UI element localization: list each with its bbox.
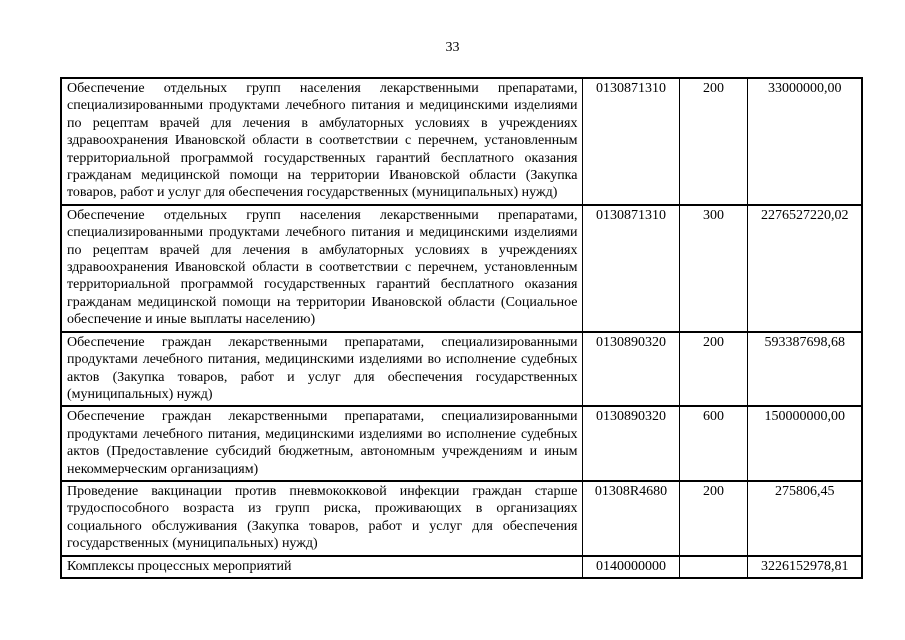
- row-budget-code: 0130871310: [582, 78, 679, 205]
- row-description: Обеспечение отдельных групп населения лекарственными препаратами, специализированными продуктами лечебного питания и медицинскими изделиями по рецептам врачей для лечения в амбулаторных условиях в учреждениях здравоохранения Ивановской области в соответствии с перечнем, установленным территориальной программой государственных гарантий бесплатного оказания гражданам медицинской помощи на территории Ивановской области (Социальное обеспечение и иные выплаты населению): [61, 205, 582, 332]
- row-amount: 2276527220,02: [747, 205, 862, 332]
- row-amount: 275806,45: [747, 481, 862, 556]
- row-description: Комплексы процессных мероприятий: [61, 556, 582, 578]
- row-description: Обеспечение отдельных групп населения лекарственными препаратами, специализированными продуктами лечебного питания и медицинскими изделиями по рецептам врачей для лечения в амбулаторных условиях в учреждениях здравоохранения Ивановской области в соответствии с перечнем, установленным территориальной программой государственных гарантий бесплатного оказания гражданам медицинской помощи на территории Ивановской области (Закупка товаров, работ и услуг для обеспечения государственных (муниципальных) нужд): [61, 78, 582, 205]
- row-budget-code: 0130890320: [582, 332, 679, 407]
- row-description: Обеспечение граждан лекарственными препаратами, специализированными продуктами лечебного питания, медицинскими изделиями во исполнение судебных актов (Предоставление субсидий бюджетным, автономным учреждениям и иным некоммерческим организациям): [61, 406, 582, 481]
- table-row: [61, 406, 862, 481]
- table-row: [61, 481, 862, 556]
- table-row: [61, 556, 862, 578]
- row-amount: 150000000,00: [747, 406, 862, 481]
- row-budget-code: 0130890320: [582, 406, 679, 481]
- row-budget-code: 0130871310: [582, 205, 679, 332]
- row-amount: 593387698,68: [747, 332, 862, 407]
- row-amount: 33000000,00: [747, 78, 862, 205]
- row-expense-type: [679, 556, 747, 578]
- budget-table: [60, 77, 863, 579]
- row-expense-type: 200: [679, 78, 747, 205]
- row-expense-type: 300: [679, 205, 747, 332]
- row-description: Обеспечение граждан лекарственными препаратами, специализированными продуктами лечебного питания, медицинскими изделиями во исполнение судебных актов (Закупка товаров, работ и услуг для обеспечения государственных (муниципальных) нужд): [61, 332, 582, 407]
- row-budget-code: 01308R4680: [582, 481, 679, 556]
- row-expense-type: 200: [679, 481, 747, 556]
- table-row: [61, 205, 862, 332]
- row-amount: 3226152978,81: [747, 556, 862, 578]
- table-row: [61, 78, 862, 205]
- table-row: [61, 332, 862, 407]
- row-description: Проведение вакцинации против пневмококковой инфекции граждан старше трудоспособного возраста из групп риска, проживающих в организациях социального обслуживания (Закупка товаров, работ и услуг для обеспечения государственных (муниципальных) нужд): [61, 481, 582, 556]
- row-budget-code: 0140000000: [582, 556, 679, 578]
- row-expense-type: 600: [679, 406, 747, 481]
- row-expense-type: 200: [679, 332, 747, 407]
- page-number: 33: [445, 40, 460, 55]
